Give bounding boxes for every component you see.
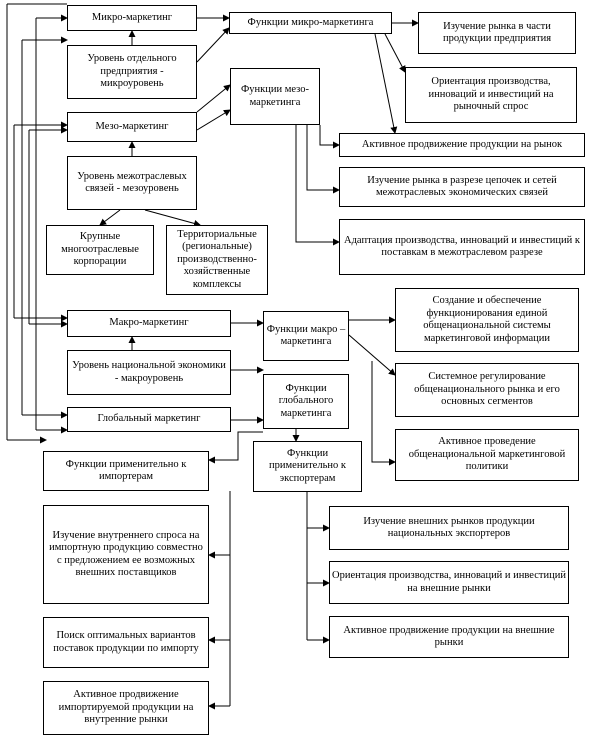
territorial-complexes-label: Территориальные (региональные) производственно-хозяйственные комплексы	[177, 228, 257, 290]
exporters-functions-label: Функции применительно к экспортерам	[269, 447, 346, 484]
global-marketing-label: Глобальный маркетинг	[97, 413, 201, 425]
macro-info-system-label: Создание и обеспечение функционирования единой общенациональной системы маркетинговой информации	[423, 295, 551, 344]
territorial-complexes-box	[166, 225, 268, 295]
import-promotion-label: Активное продвижение импортируемой продукции на внутренние рынки	[58, 689, 194, 726]
connector-18	[100, 210, 120, 225]
connector-32	[296, 125, 339, 242]
macro-marketing-box	[67, 310, 231, 337]
global-functions-label: Функции глобального маркетинга	[278, 382, 334, 419]
micro-orientation-box	[405, 67, 577, 123]
micro-study-label: Изучение рынка в части продукции предприятия	[442, 20, 552, 44]
micro-level-label: Уровень отдельного предприятия - микроуровень	[87, 53, 177, 90]
importers-functions-box	[43, 451, 209, 491]
export-study-label: Изучение внешних рынков продукции национальных экспортеров	[363, 515, 535, 539]
connector-35	[372, 361, 395, 462]
meso-marketing-label: Мезо-маркетинг	[95, 120, 169, 132]
macro-level-box	[67, 350, 231, 395]
connector-29	[375, 34, 395, 133]
micro-level-box	[67, 45, 197, 99]
export-orientation-box	[329, 561, 569, 604]
import-options-label: Поиск оптимальных вариантов поставок продукции по импорту	[53, 630, 199, 654]
micro-marketing-box	[67, 5, 197, 31]
global-marketing-box	[67, 407, 231, 432]
micro-promotion-label: Активное продвижение продукции на рынок	[361, 138, 563, 150]
micro-functions-box	[229, 12, 392, 34]
micro-promotion-box	[339, 133, 585, 157]
import-demand-box	[43, 505, 209, 604]
import-options-box	[43, 617, 209, 668]
corporations-label: Крупные многоотраслевые корпорации	[61, 231, 139, 268]
meso-chains-box	[339, 167, 585, 207]
export-study-box	[329, 506, 569, 550]
meso-marketing-box	[67, 112, 197, 142]
macro-info-system-box	[395, 288, 579, 352]
export-promotion-box	[329, 616, 569, 658]
meso-functions-box	[230, 68, 320, 125]
micro-study-box	[418, 12, 576, 54]
import-demand-label: Изучение внутреннего спроса на импортную продукцию совместно с предложением ее возможных внешних поставщиков	[49, 529, 203, 578]
export-promotion-label: Активное продвижение продукции на внешние рынки	[343, 624, 555, 648]
macro-functions-label: Функции макро – маркетинга	[266, 323, 346, 347]
meso-level-label: Уровень межотраслевых связей - мезоуровень	[77, 170, 187, 194]
connector-28	[385, 34, 405, 72]
macro-marketing-label: Макро-маркетинг	[109, 317, 189, 329]
micro-marketing-label: Микро-маркетинг	[91, 11, 173, 23]
macro-regulation-label: Системное регулирование общенационального рынка и его основных сегментов	[414, 371, 560, 408]
meso-level-box	[67, 156, 197, 210]
import-promotion-box	[43, 681, 209, 735]
macro-level-label: Уровень национальной экономики - макроуровень	[72, 360, 226, 384]
corporations-box	[46, 225, 154, 275]
meso-adaptation-box	[339, 219, 585, 275]
micro-orientation-label: Ориентация производства, инноваций и инвестиций на рыночный спрос	[428, 76, 554, 113]
global-functions-box	[263, 374, 349, 429]
connector-22	[197, 85, 230, 112]
macro-functions-box	[263, 311, 349, 361]
connector-19	[145, 210, 200, 225]
connector-21	[197, 28, 229, 62]
connector-31	[307, 125, 339, 190]
meso-adaptation-label: Адаптация производства, инноваций и инвестиций к поставкам в межотраслевом разрезе	[344, 234, 580, 258]
exporters-functions-box	[253, 441, 362, 492]
macro-regulation-box	[395, 363, 579, 417]
meso-functions-label: Функции мезо-маркетинга	[240, 84, 309, 108]
micro-functions-label: Функции микро-маркетинга	[247, 16, 374, 28]
macro-policy-label: Активное проведение общенациональной маркетинговой политики	[408, 436, 566, 473]
importers-functions-label: Функции применительно к импортерам	[65, 458, 187, 482]
export-orientation-label: Ориентация производства, инноваций и инвестиций на внешние рынки	[332, 570, 566, 594]
macro-policy-box	[395, 429, 579, 481]
meso-chains-label: Изучение рынка в разрезе цепочек и сетей межотраслевых экономических связей	[367, 174, 557, 198]
connector-23	[197, 110, 230, 130]
connector-30	[320, 125, 339, 145]
